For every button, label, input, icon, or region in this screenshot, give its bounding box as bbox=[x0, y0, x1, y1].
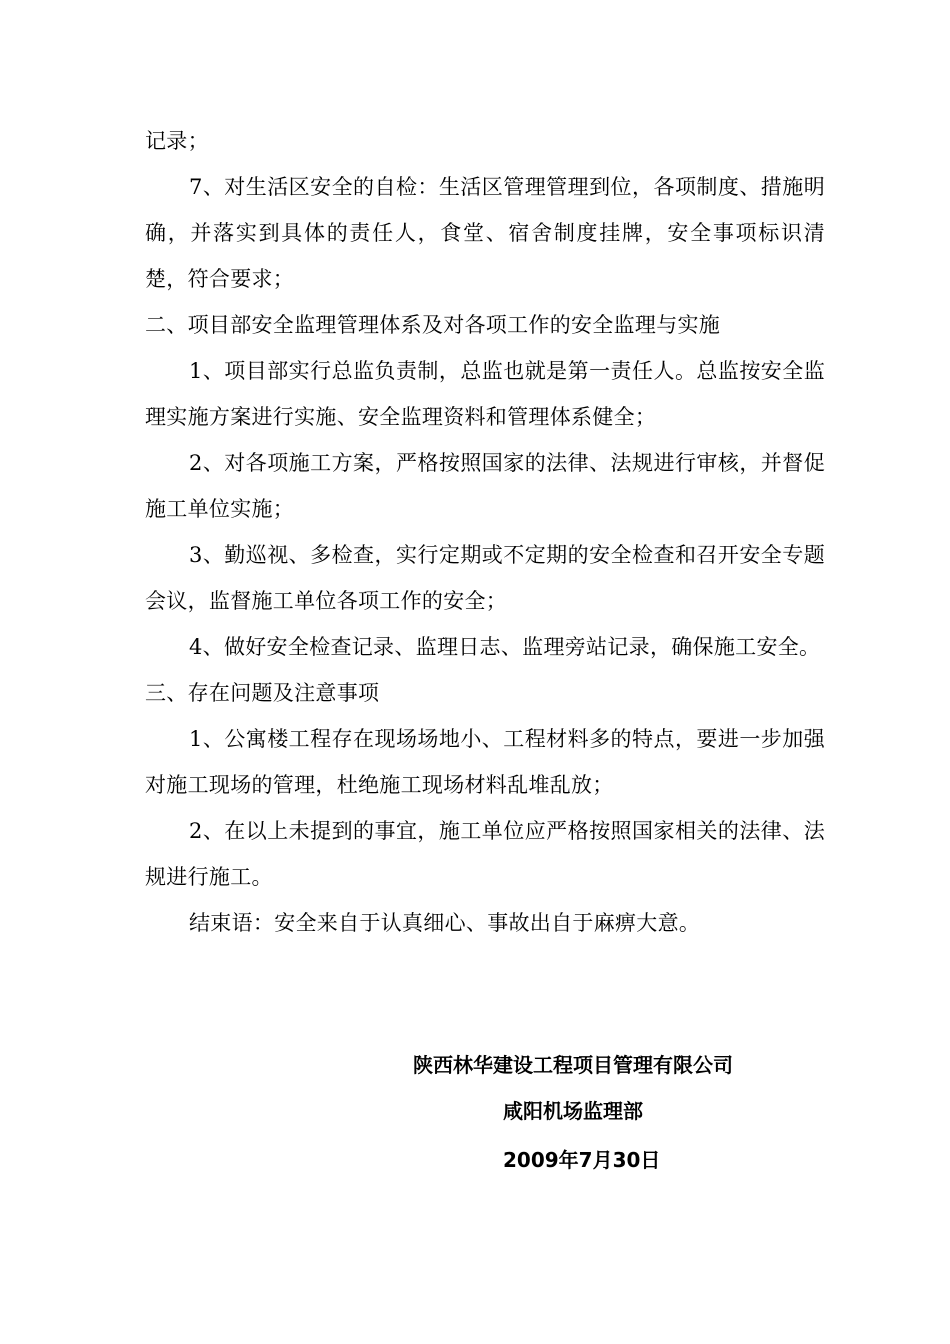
section-heading-3: 三、存在问题及注意事项 bbox=[145, 681, 380, 705]
signature-department: 咸阳机场监理部 bbox=[503, 1099, 643, 1123]
item-7-self-inspection: 7、对生活区安全的自检：生活区管理管理到位，各项制度、措施明确，并落实到具体的责任人，食堂、宿舍制度挂牌，安全事项标识清楚，符合要求； bbox=[145, 175, 825, 291]
item-2-construction-plans: 2、对各项施工方案，严格按照国家的法律、法规进行审核，并督促施工单位实施； bbox=[145, 451, 825, 521]
continuation-line: 记录； bbox=[145, 129, 209, 153]
signature-company: 陕西林华建设工程项目管理有限公司 bbox=[413, 1053, 733, 1077]
signature-date: 2009年7月30日 bbox=[503, 1148, 661, 1172]
item-3-inspections: 3、勤巡视、多检查，实行定期或不定期的安全检查和召开安全专题会议，监督施工单位各项工作的安全； bbox=[145, 543, 825, 613]
closing-remark: 结束语：安全来自于认真细心、事故出自于麻痹大意。 bbox=[189, 911, 701, 935]
item-4-records: 4、做好安全检查记录、监理日志、监理旁站记录，确保施工安全。 bbox=[189, 635, 821, 659]
item-1-chief-responsibility: 1、项目部实行总监负责制，总监也就是第一责任人。总监按安全监理实施方案进行实施、安全监理资料和管理体系健全； bbox=[145, 359, 825, 429]
issue-2-other-matters: 2、在以上未提到的事宜，施工单位应严格按照国家相关的法律、法规进行施工。 bbox=[145, 819, 825, 889]
document-body bbox=[145, 118, 825, 946]
issue-1-site-management: 1、公寓楼工程存在现场场地小、工程材料多的特点，要进一步加强对施工现场的管理，杜绝施工现场材料乱堆乱放； bbox=[145, 727, 825, 797]
section-heading-2: 二、项目部安全监理管理体系及对各项工作的安全监理与实施 bbox=[145, 313, 721, 337]
